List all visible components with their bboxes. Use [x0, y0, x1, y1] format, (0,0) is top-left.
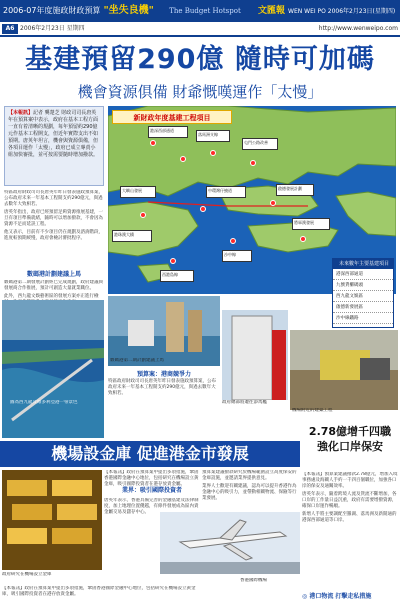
- main-headline: 基建預留290億 隨時可加碼: [25, 44, 375, 75]
- legend-item: 九號貨櫃碼頭: [333, 280, 393, 291]
- right-headline-box: [302, 424, 398, 470]
- article-paragraph: 唐英年表示，隨着跨境人流及貨流不斷增加，各口岸的工作量日益沉重，政府有需要增撥資源，確保口岸運作暢順。: [302, 492, 397, 509]
- budget-highlight: "坐失良機": [103, 5, 154, 16]
- airport-image: [160, 512, 300, 574]
- cyberport-photo: [108, 296, 220, 366]
- lead-paragraph: [4, 106, 104, 186]
- map-pin: [250, 160, 256, 166]
- harbour-caption: 圖為西九龍及維多利亞港一帶景色: [10, 400, 78, 405]
- map-pin: [140, 212, 146, 218]
- legend-item: 西九龍文娛區: [333, 291, 393, 302]
- section-english-title: The Budget Hotspot: [169, 7, 241, 15]
- right-headline-line2: 強化口岸保安: [317, 440, 383, 453]
- map-pin: [170, 258, 176, 264]
- map-callout: 西港島線: [160, 270, 194, 282]
- sai-kung-landmass: [336, 192, 396, 236]
- map-callout: 沙中線: [222, 250, 252, 262]
- article-column-right: [302, 472, 398, 592]
- construction-photo: [290, 330, 398, 410]
- legend-item: 啟德新發展區: [333, 302, 393, 313]
- lantau-landmass: [108, 202, 198, 256]
- map-callout: 港深西部通道: [148, 126, 188, 138]
- article-paragraph: 業界人士歡迎有關建議，認為可以提升香港作為金融中心的吸引力，並帶動相關物流、保險等行業發展。: [202, 484, 297, 501]
- article-paragraph: 此外，西九龍文娛藝術區的發展方案亦正進行檢: [4, 294, 99, 299]
- map-callout: 大嶼山發展: [120, 186, 156, 198]
- map-pin: [200, 206, 206, 212]
- gold-bars-image: [2, 470, 102, 570]
- article-column-left: [4, 190, 104, 268]
- tower-photo: [222, 310, 288, 400]
- map-callout: 啟德發展計劃: [276, 184, 314, 196]
- cyberport-caption: 數碼港第二期計劃建議上馬: [110, 358, 164, 363]
- map-pin: [210, 150, 216, 156]
- article-paragraph: 唐英年指出，政府已經預留足夠資源推展基建，一旦有項目準備就緒，隨時可以增加撥款，不會因為資源不足而延誤工程。: [4, 210, 103, 227]
- sub-header: [0, 24, 400, 34]
- map-callout: 將軍澳發展: [292, 218, 330, 230]
- article-column-bridge: [108, 370, 220, 430]
- map-pin: [270, 200, 276, 206]
- header-rule: [0, 35, 400, 37]
- map-callout: 中環灣仔繞道: [206, 186, 246, 198]
- map-pin: [180, 156, 186, 162]
- map-callout: 落馬洲支線: [196, 130, 230, 142]
- plane-caption: 香港國際機場: [240, 578, 267, 583]
- issue-date: 2006年2月23日 星期四: [20, 25, 85, 32]
- article-paragraph: 特區政府財政司司長唐英年昨日發表施政預算案，公布政府未來一年基本工程開支約290億元，與過去數年大致相若。: [4, 190, 103, 207]
- article-paragraph: 數碼港第二期發展計劃經已完成規劃，政府建議與發展商合作推展，預計可創造大量就業職位。: [4, 280, 103, 291]
- article-paragraph: 唐英年表示，香港具備完善的金融基建及法律制度，加上地理位置優越，有條件發展成為區內貴金屬交易及儲存中心。: [104, 498, 199, 515]
- project-legend: [332, 258, 394, 328]
- construction-image: [290, 330, 398, 410]
- right-headline-line1: 2.78億增千四職: [308, 425, 392, 438]
- section-heading: 預算案：港商競爭力: [136, 371, 191, 378]
- lead-text: 記者 龔楚芝 財政司司長唐英年在預算案中表示，政府在基本工程方面一直有着清晰的規劃，每年預留約290億元作基本工程開支，但近年實際支出不如預期。唐英年坦言，機會與資源俱備，但各項目運作「太慢」，政府已成立專責小組加快審批，並可按需要隨時增加撥款。: [8, 110, 99, 158]
- map-callout: 屯門公路改善: [242, 138, 278, 150]
- legend-item: 港深西部通道: [333, 269, 393, 280]
- article-paragraph: 特區政府財政司司長唐英年昨日發表施政預算案，公布政府未來一年基本工程開支約290億元，與過去數年大致相若。: [108, 379, 216, 396]
- section-heading-sub: 業界：吸引國際投資者: [121, 487, 182, 494]
- map-callout: 港珠澳大橋: [112, 230, 152, 242]
- article-column-footer: [2, 586, 202, 606]
- newspaper-brand: [258, 3, 398, 19]
- article-paragraph: 【本報訊】預算案建議撥款2.78億元，增加入境事務處及海關人手約一千四百個職位，加強各口岸的保安及通關效率。: [302, 472, 398, 489]
- website-link[interactable]: http://www.wenweipo.com: [318, 25, 398, 32]
- cyberport-image: [108, 296, 220, 366]
- sub-headline: 機會資源俱備 財爺慨嘆運作「太慢」: [77, 83, 323, 101]
- map-title: 新財政年度基建工程項目: [112, 110, 232, 124]
- harbour-aerial-image: [2, 300, 104, 438]
- tower-caption: 政府總部將遷往添馬艦: [222, 400, 267, 405]
- budget-title: 2006-07年度施政財政預算: [3, 6, 101, 15]
- legend-item: 沙中線鐵路: [333, 313, 393, 324]
- article-paragraph: 【本報訊】政府在預算案中提出多項措施，鞏固香港國際金融中心地位，包括研究在機場設立黃金庫，吸引國際投資者在港存放貴金屬。: [2, 586, 196, 597]
- airport-photo: [160, 512, 300, 574]
- section-heading-right: ◎ 港口物流 打擊走私措施: [302, 593, 372, 600]
- gold-caption: 政府研究在機場設立金庫: [2, 572, 52, 577]
- brand-date: WEN WEI PO 2006年2月23日(星期四): [288, 8, 396, 15]
- gold-bars-photo: [2, 470, 102, 570]
- airport-section-headline: 機場設金庫 促進港金市發展: [0, 441, 300, 467]
- map-pin: [230, 238, 236, 244]
- article-paragraph: 新增人手將主要調配至羅湖、落馬洲及新開通的港深西部通道等口岸。: [302, 512, 397, 523]
- harbour-aerial-photo: [2, 300, 104, 438]
- page-number: A6: [2, 24, 18, 34]
- article-paragraph: 【本報訊】政府在預算案中提出多項措施，鞏固香港國際金融中心地位，包括研究在機場設立黃金庫，吸引國際投資者在港存放貴金屬。: [104, 470, 199, 487]
- map-pin: [150, 140, 156, 146]
- lead-tag: 【本報訊】: [8, 110, 34, 116]
- article-paragraph: 他又表示，目前有不少項目仍在規劃及諮詢階段，進度較預期緩慢，政府會檢討審批程序。: [4, 230, 103, 241]
- legend-title: 未來數年主要基建項目: [333, 259, 394, 269]
- budget-section-label: [3, 3, 153, 19]
- tower-image: [222, 310, 288, 400]
- brand-name: 文匯報: [258, 6, 286, 16]
- article-paragraph: 預算案建議撥款研究於機場範圍設立高度保安的金庫設施，並邀請業界提供意見。: [202, 470, 297, 481]
- section-heading: 數碼港計劃建議上馬: [26, 271, 81, 278]
- construction-caption: 機場附近的建築工程: [292, 408, 333, 413]
- map-pin: [300, 236, 306, 242]
